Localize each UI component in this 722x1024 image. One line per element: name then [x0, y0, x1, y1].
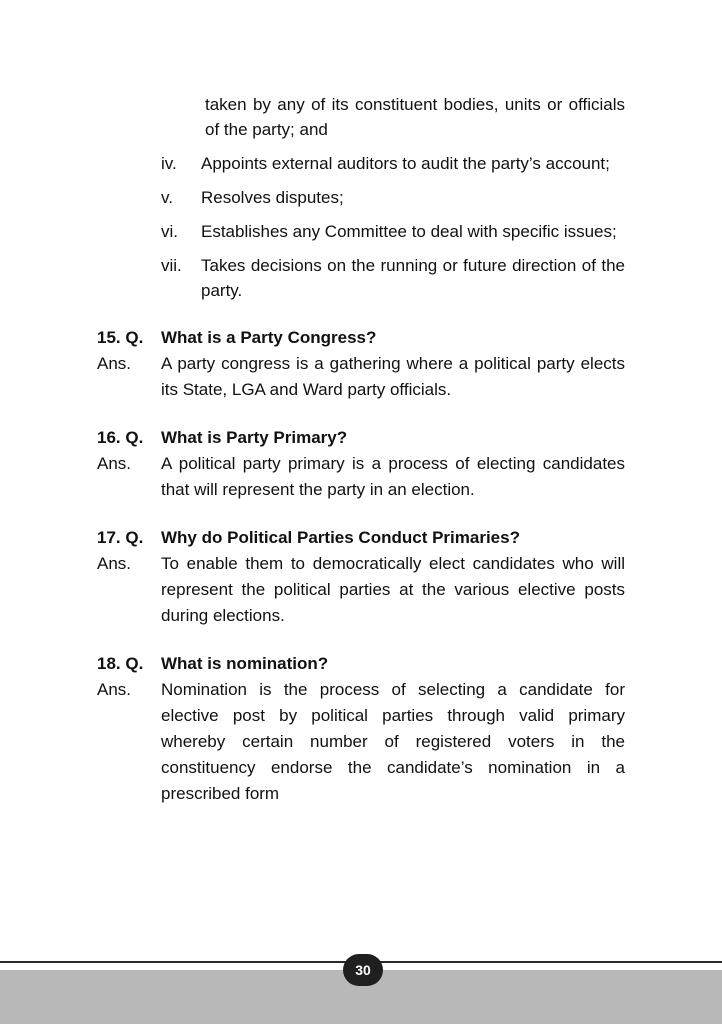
answer-text: A party congress is a gathering where a political party elects its State, LGA and Ward party officials. — [161, 354, 625, 399]
answer-row — [97, 551, 625, 629]
qa-block-15 — [97, 325, 625, 403]
question-row — [97, 425, 625, 451]
question-row — [97, 651, 625, 677]
list-item — [161, 151, 625, 176]
question-row — [97, 525, 625, 551]
list-item-number: iv. — [161, 154, 177, 173]
roman-numeral-list — [161, 92, 625, 303]
question-text: What is Party Primary? — [161, 428, 348, 447]
list-item-number: vi. — [161, 222, 178, 241]
question-label: 18. Q. — [97, 654, 144, 673]
list-item-number: vii. — [161, 256, 182, 275]
answer-text: Nomination is the process of selecting a candidate for elective post by political parties through valid primary whereby certain number of registered voters in the constituency endorse the candidate’s nomination in a prescribed form — [161, 680, 625, 803]
answer-text: To enable them to democratically elect candidates who will represent the political parties at the various elective posts during elections. — [161, 554, 625, 625]
list-item-text: Takes decisions on the running or future direction of the party. — [201, 256, 625, 300]
qa-block-18 — [97, 651, 625, 807]
question-label: 17. Q. — [97, 528, 144, 547]
question-label: 16. Q. — [97, 428, 144, 447]
question-text: Why do Political Parties Conduct Primaries? — [161, 528, 520, 547]
list-item — [161, 185, 625, 210]
answer-text: A political party primary is a process of electing candidates that will represent the party in an election. — [161, 454, 625, 499]
question-text: What is a Party Congress? — [161, 328, 377, 347]
answer-row — [97, 351, 625, 403]
answer-label: Ans. — [97, 680, 132, 699]
answer-row — [97, 451, 625, 503]
answer-label: Ans. — [97, 554, 132, 573]
answer-label: Ans. — [97, 354, 132, 373]
list-item — [161, 219, 625, 244]
list-item-number: v. — [161, 188, 173, 207]
answer-label: Ans. — [97, 454, 132, 473]
answer-row — [97, 677, 625, 807]
question-label: 15. Q. — [97, 328, 144, 347]
question-row — [97, 325, 625, 351]
question-text: What is nomination? — [161, 654, 329, 673]
qa-block-17 — [97, 525, 625, 629]
list-item-text: Resolves disputes; — [201, 188, 344, 207]
page-content — [97, 92, 625, 807]
list-item-text: Establishes any Committee to deal with specific issues; — [201, 222, 617, 241]
qa-block-16 — [97, 425, 625, 503]
continuation-text: taken by any of its constituent bodies, units or officials of the party; and — [205, 95, 625, 139]
list-item — [161, 253, 625, 303]
page-number-badge: 30 — [343, 954, 383, 986]
list-item-text: Appoints external auditors to audit the party’s account; — [201, 154, 610, 173]
